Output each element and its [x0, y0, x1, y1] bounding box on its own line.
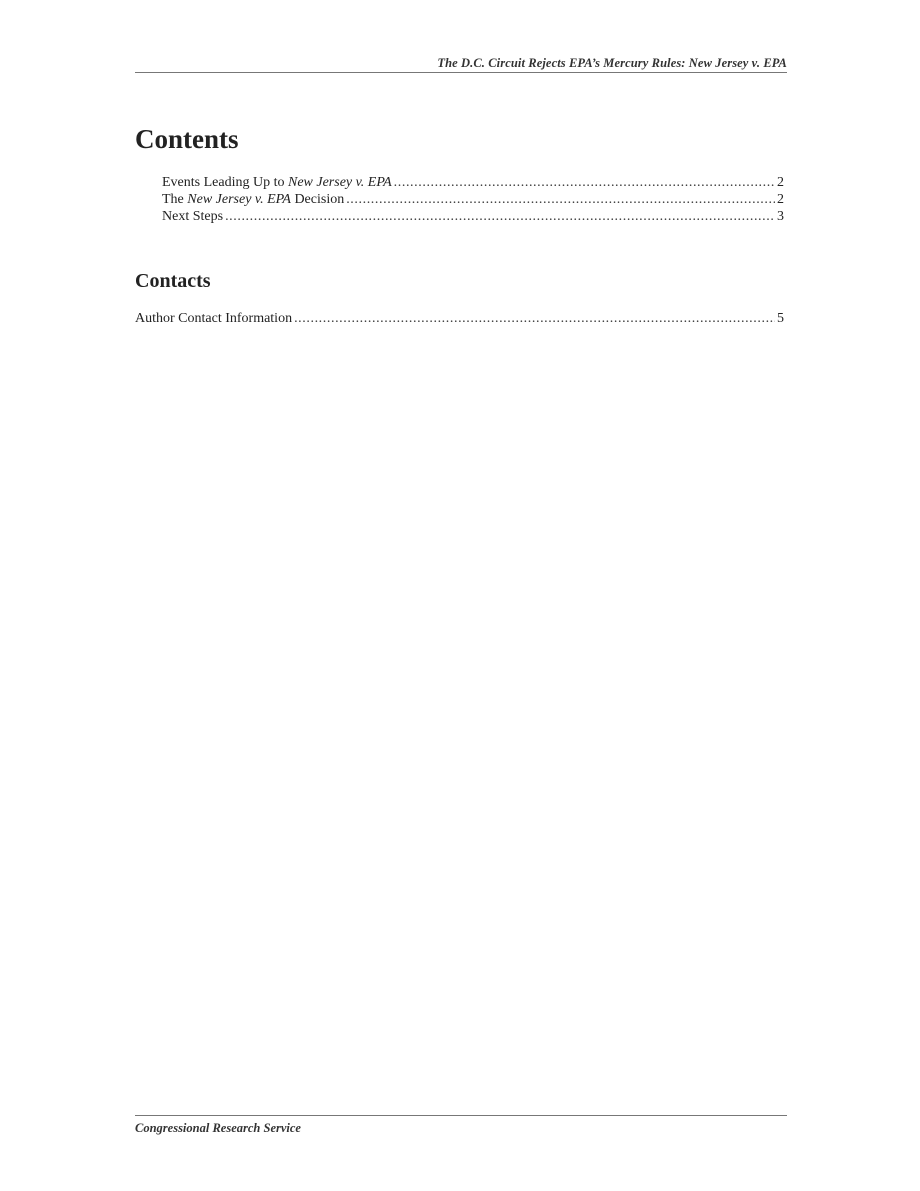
running-header: The D.C. Circuit Rejects EPA’s Mercury Rules: New Jersey v. EPA [437, 56, 787, 70]
contacts-heading: Contacts [135, 270, 211, 292]
header-rule [135, 72, 787, 73]
contents-toc-list [162, 174, 784, 225]
toc-entry-decision[interactable] [162, 191, 784, 208]
toc-entry-page-number: 5 [777, 311, 784, 326]
toc-entry-label [162, 191, 344, 208]
toc-dot-leader [394, 174, 775, 191]
toc-dot-leader [225, 208, 775, 225]
toc-entry-page-number: 2 [777, 192, 784, 207]
toc-entry-label [135, 310, 292, 327]
toc-entry-author-contact[interactable] [135, 310, 784, 327]
toc-entry-label-prefix: Next Steps [162, 209, 224, 224]
toc-entry-page-number: 3 [777, 209, 784, 224]
toc-entry-label-prefix: The [162, 192, 188, 207]
toc-entry-label-case-name: New Jersey v. EPA [187, 192, 291, 207]
toc-entry-label-suffix: Decision [290, 192, 345, 207]
toc-entry-events-leading-up[interactable] [162, 174, 784, 191]
toc-entry-label [162, 174, 392, 191]
toc-entry-next-steps[interactable] [162, 208, 784, 225]
toc-entry-label [162, 208, 223, 225]
toc-dot-leader [294, 310, 775, 327]
running-footer: Congressional Research Service [135, 1121, 301, 1135]
footer-rule [135, 1115, 787, 1116]
toc-entry-label-prefix: Events Leading Up to [162, 175, 288, 190]
contents-heading: Contents [135, 124, 239, 154]
toc-entry-page-number: 2 [777, 175, 784, 190]
toc-dot-leader [346, 191, 775, 208]
contacts-toc-list [135, 310, 784, 327]
toc-entry-label-case-name: New Jersey v. EPA [287, 175, 392, 190]
toc-entry-label-prefix: Author Contact Information [135, 311, 293, 326]
